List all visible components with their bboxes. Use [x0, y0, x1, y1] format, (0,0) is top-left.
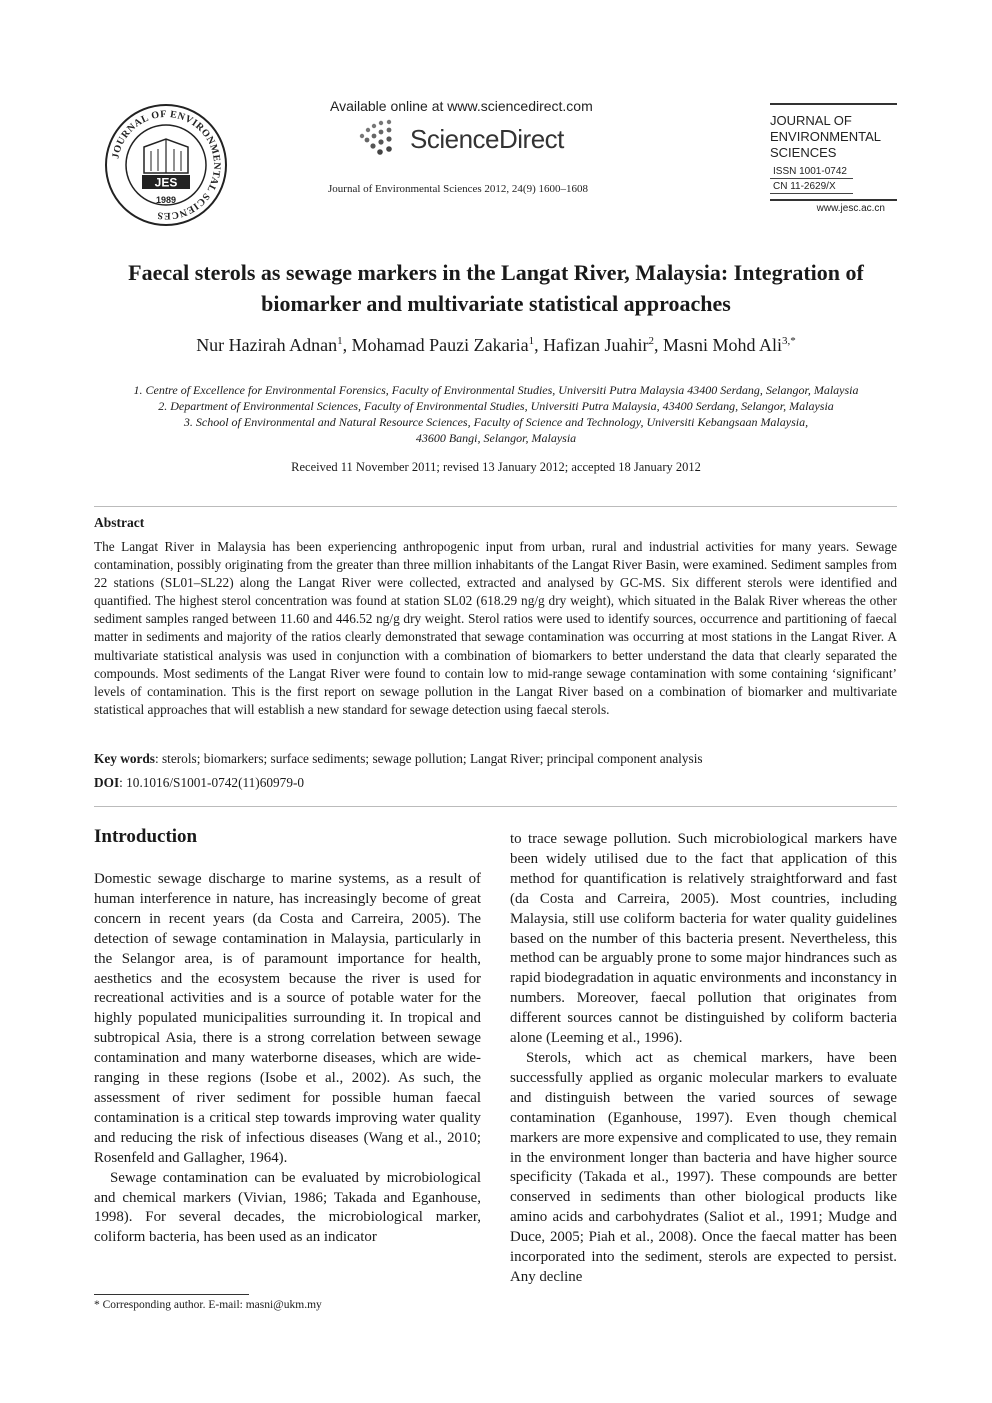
author-affiliation-mark: 1 [528, 335, 535, 347]
body-paragraph: Sterols, which act as chemical markers, have been successfully applied as organic molecular markers to evaluate and distinguish between the varied sources of sewage contamination (Eganhouse, 1997). Even though chemical markers are more expensive and complicated to use, they remain in the environment longer than bacteria and have higher source specificity (Takada et al., 1997). These compounds are better conserved in sediments than other biological products like amino acids and carbohydrates (Saliot et al., 1991; Mudge and Duce, 2005; Piah et al., 2008). Once the faecal matter has been incorporated into the sediment, sterols are expected to persist. Any decline [510, 1049, 897, 1285]
author-affiliation-mark: 3,* [782, 335, 796, 347]
available-online-text: Available online at www.sciencedirect.com [330, 98, 593, 114]
doi-label: DOI [94, 775, 120, 790]
divider [94, 806, 897, 807]
body-column-right [510, 830, 897, 1288]
logo-center-text: JES [154, 175, 178, 190]
body-column-left [94, 870, 481, 1248]
paper-title-line: biomarker and multivariate statistical approaches [261, 291, 731, 316]
abstract-heading: Abstract [94, 515, 145, 530]
corresponding-author-footnote: * Corresponding author. E-mail: masni@ukm.my [94, 1299, 322, 1311]
affiliation: 3. School of Environmental and Natural Resource Sciences, Faculty of Science and Technology, Universiti Kebangsaan Malaysia, [183, 415, 809, 429]
footnote-divider [94, 1294, 249, 1295]
journal-info-box [770, 103, 897, 214]
journal-title-line: SCIENCES [770, 145, 837, 160]
abstract-body: The Langat River in Malaysia has been experiencing anthropogenic input from urban, rural and industrial activities for many years. Sewage contamination, possibly originating from the greater than three million inhabitants of the Langat River Basin, were examined. Sediment samples from 22 stations (SL01–SL22) along the Langat River were collected, extracted and analysed by GC-MS. Six different sterols were identified and quantified. The highest sterol concentration was found at station SL02 (618.29 ng/g dry weight), which situated in the Balak River whereas the other sediment samples ranged between 11.60 and 446.52 ng/g dry weight. Sterol ratios were used to identify sources, occurrence and partitioning of faecal matter in sediments and majority of the ratios clearly demonstrated that sewage contamination was occurring at most stations in the Langat River. A multivariate statistical analysis was used in conjunction with a combination of biomarkers to better understand the data that clearly separated the compounds. Most sediments of the Langat River were found to contain low to mid-range sewage contamination with some containing ‘significant’ levels of contamination. This is the first report on sewage pollution in the Langat River based on a combination of biomarker and multivariate statistical approaches that will establish a new standard for sewage detection using faecal sterols. [94, 539, 897, 717]
author-name: Nur Hazirah Adnan [196, 335, 338, 355]
sciencedirect-wordmark: ScienceDirect [410, 124, 564, 154]
journal-cn: CN 11-2629/X [770, 179, 853, 194]
journal-citation: Journal of Environmental Sciences 2012, 24(9) 1600–1608 [328, 183, 588, 195]
author-name: Mohamad Pauzi Zakaria [351, 335, 529, 355]
logo-year-text: 1989 [155, 195, 177, 205]
paper-title-line: Faecal sterols as sewage markers in the Langat River, Malaysia: Integration of [128, 260, 864, 285]
journal-url[interactable]: www.jesc.ac.cn [816, 203, 885, 214]
section-heading-introduction: Introduction [94, 826, 198, 847]
divider [94, 506, 897, 507]
affiliation-list [60, 382, 932, 446]
paper-title [80, 257, 912, 319]
affiliation: 2. Department of Environmental Sciences, Faculty of Environmental Studies, Universiti Putra Malaysia, 43400 Serdang, Selangor, Malaysia [158, 399, 834, 413]
doi-value[interactable]: : 10.1016/S1001-0742(11)60979-0 [119, 775, 305, 790]
journal-title-line: JOURNAL OF [770, 113, 852, 128]
author-affiliation-mark: 2 [648, 335, 655, 347]
doi-line [94, 775, 897, 791]
received-dates: Received 11 November 2011; revised 13 January 2012; accepted 18 January 2012 [291, 460, 701, 474]
journal-title [770, 113, 897, 161]
keywords-value: : sterols; biomarkers; surface sediments; sewage pollution; Langat River; principal component analysis [154, 751, 703, 766]
logo-ring-text: JOURNAL OF ENVIRONMENTAL SCIENCES [110, 108, 223, 222]
author-list: Nur Hazirah Adnan$^1$, Mohamad Pauzi Zakaria$^1$, Hafizan Juahir$^2$, Masni Mohd Ali$^{3,*}$ [196, 335, 796, 355]
body-paragraph: Domestic sewage discharge to marine systems, as a result of human interference in nature, has increasingly become of great concern in recent years (da Costa and Carreira, 2005). The detection of sewage contamination in Malaysia, particularly in the Selangor area, is of paramount importance for health, aesthetics and the ecosystem because the river is used for recreational activities and is a source of potable water for the highly populated municipalities surrounding it. In tropical and subtropical Asia, there is a strong correlation between sewage contamination and many waterborne diseases, which are wide-ranging in these regions (Isobe et al., 2002). As such, the assessment of river sediment for possible human faecal contamination is a critical step towards improving water quality and reducing the risk of infectious diseases (Wang et al., 2010; Rosenfeld and Gallagher, 1964). [94, 871, 481, 1166]
author-name: Hafizan Juahir [543, 335, 649, 355]
jes-journal-logo [104, 103, 228, 227]
affiliation: 43600 Bangi, Selangor, Malaysia [415, 431, 577, 445]
keywords-line [94, 751, 897, 767]
author-name: Masni Mohd Ali [663, 335, 783, 355]
affiliation: 1. Centre of Excellence for Environmental Forensics, Faculty of Environmental Studies, Universiti Putra Malaysia 43400 Serdang, Selangor, Malaysia [133, 383, 859, 397]
journal-title-line: ENVIRONMENTAL [770, 129, 881, 144]
body-paragraph: Sewage contamination can be evaluated by microbiological and chemical markers (Vivian, 1986; Takada and Eganhouse, 1998). For several decades, the microbiological marker, coliform bacteria, has been used as an indicator [94, 1169, 481, 1246]
body-paragraph: to trace sewage pollution. Such microbiological markers have been widely utilised due to the fact that application of this method for quantification is relatively straightforward and fast (da Costa and Carreira, 2005). Most countries, including Malaysia, still use coliform bacteria for water quality guidelines based on the number of this bacteria present. Nevertheless, this method can be arguably prone to some major hindrances such as rapid biodegradation in aquatic environments and inconstancy in numbers. Moreover, faecal pollution that originates from different sources cannot be distinguished by coliform bacteria alone (Leeming et al., 1996). [510, 831, 897, 1047]
keywords-label: Key words [94, 751, 155, 766]
author-affiliation-mark: 1 [337, 335, 343, 347]
journal-issn: ISSN 1001-0742 [770, 164, 853, 179]
sciencedirect-dots-icon [354, 118, 404, 158]
